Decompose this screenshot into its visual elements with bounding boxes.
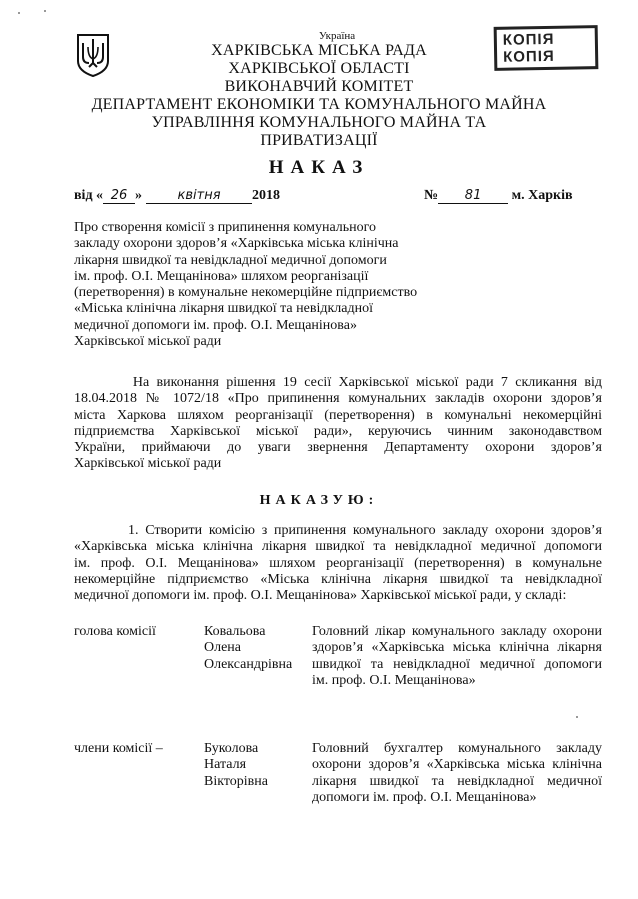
subject-line: (перетворення) в комунальне некомерційне підприємство (74, 285, 418, 301)
position-line: охорони здоров’я «Харківська міська клінічна (312, 757, 602, 773)
order-item-1 (74, 523, 602, 604)
position-line: здоров’я «Харківська міська клінічна лікарня (312, 640, 602, 656)
subject-line: закладу охорони здоров’я «Харківська міська клінічна (74, 236, 399, 252)
member-position (312, 741, 602, 806)
scan-speck (576, 716, 578, 718)
date-month: квітня (146, 189, 252, 204)
member-surname: Буколова (204, 741, 259, 756)
member-role: члени комісії – (74, 741, 163, 756)
document-title: НАКАЗ (268, 157, 370, 178)
date-prefix: від « (74, 188, 104, 203)
item-line: «Харківська міська клінічна лікарня швидкої та невідкладної медичної допомоги (74, 539, 602, 555)
number-prefix: № (424, 188, 439, 203)
subject-line: «Міська клінічна лікарня швидкої та невідкладної (74, 301, 373, 317)
member-surname: Ковальова (204, 624, 266, 639)
position-line: швидкої та невідкладної медичної допомоги (312, 656, 602, 672)
scan-speck (18, 12, 20, 14)
item-line: медичної допомоги ім. проф. О.І. Мещанінова» Харківської міської ради, у складі: (74, 588, 567, 604)
document-header (0, 30, 638, 150)
member-first-name: Наталя (204, 757, 247, 773)
position-line: ім. проф. О.І. Мещанінова» (312, 672, 476, 688)
date-year: 2018 (252, 188, 281, 203)
subject-line: Про створення комісії з припинення комунального (74, 220, 377, 235)
subject-line: лікарня швидкої та невідкладної медичної допомоги (74, 252, 387, 268)
preamble-line: На виконання рішення 19 сесії Харківської міської ради 7 скликання від (74, 375, 602, 390)
city: м. Харків (511, 188, 573, 203)
order-subject (74, 220, 464, 350)
member-name (204, 624, 304, 673)
subject-line: Харківської міської ради (74, 334, 222, 350)
preamble-line: 18.04.2018 № 1072/18 «Про припинення комунальних закладів охорони здоров’я (74, 391, 602, 407)
scan-speck (44, 10, 46, 12)
member-first-name: Олена (204, 640, 242, 656)
header-line-directorate: УПРАВЛІННЯ КОМУНАЛЬНОГО МАЙНА ТА (151, 114, 487, 131)
date-day: 26 (103, 189, 135, 204)
position-line: Головний лікар комунального закладу охорони (312, 624, 602, 639)
stamp-line-1: КОПІЯ (502, 30, 555, 49)
order-date (74, 188, 280, 204)
subject-line: ім. проф. О.І. Мещанінова» шляхом реорганізації (74, 268, 369, 284)
item-line: некомерційне підприємство «Міська клінічна лікарня швидкої та невідкладної (74, 571, 602, 587)
order-heading: НАКАЗУЮ: (259, 493, 379, 508)
preamble-line: підприємства Харківської міської ради», керуючись чинним законодавством (74, 423, 602, 439)
header-line-city-council: ХАРКІВСЬКА МІСЬКА РАДА (211, 42, 427, 59)
header-line-privatization: ПРИВАТИЗАЦІЇ (260, 132, 378, 149)
preamble-line: Харківської міської ради (74, 456, 222, 472)
position-line: Головний бухгалтер комунального закладу (312, 741, 602, 756)
date-mid: » (135, 188, 143, 203)
member-position (312, 624, 602, 689)
position-line: лікарня швидкої та невідкладної медичної (312, 773, 602, 789)
header-line-department: ДЕПАРТАМЕНТ ЕКОНОМІКИ ТА КОМУНАЛЬНОГО МАЙНА (91, 96, 547, 113)
preamble-paragraph (74, 375, 602, 473)
subject-line: медичної допомоги ім. проф. О.І. Мещанінова» (74, 317, 357, 333)
member-patronymic: Олександрівна (204, 656, 293, 672)
item-line: 1. Створити комісію з припинення комунального закладу охорони здоров’я (74, 523, 602, 538)
member-role: голова комісії (74, 624, 156, 639)
item-line: ім. проф. О.І. Мещанінова» шляхом реорганізації (перетворення) в комунальне (74, 555, 602, 571)
preamble-line: міста Харкова шляхом реорганізації (перетворення) в комунальні некомерційні (74, 407, 602, 423)
number-value: 81 (438, 189, 508, 204)
stamp-line-2: КОПІЯ (503, 47, 555, 66)
header-country: Україна (318, 30, 356, 42)
position-line: допомоги ім. проф. О.І. Мещанінова» (312, 789, 537, 805)
member-patronymic: Вікторівна (204, 773, 268, 789)
order-number (424, 188, 573, 204)
header-line-executive-committee: ВИКОНАВЧИЙ КОМІТЕТ (224, 78, 414, 95)
member-name (204, 741, 304, 790)
header-line-region: ХАРКІВСЬКОЇ ОБЛАСТІ (228, 60, 410, 77)
preamble-line: України, приймаючи до уваги звернення Департаменту охорони здоров’я (74, 440, 602, 456)
